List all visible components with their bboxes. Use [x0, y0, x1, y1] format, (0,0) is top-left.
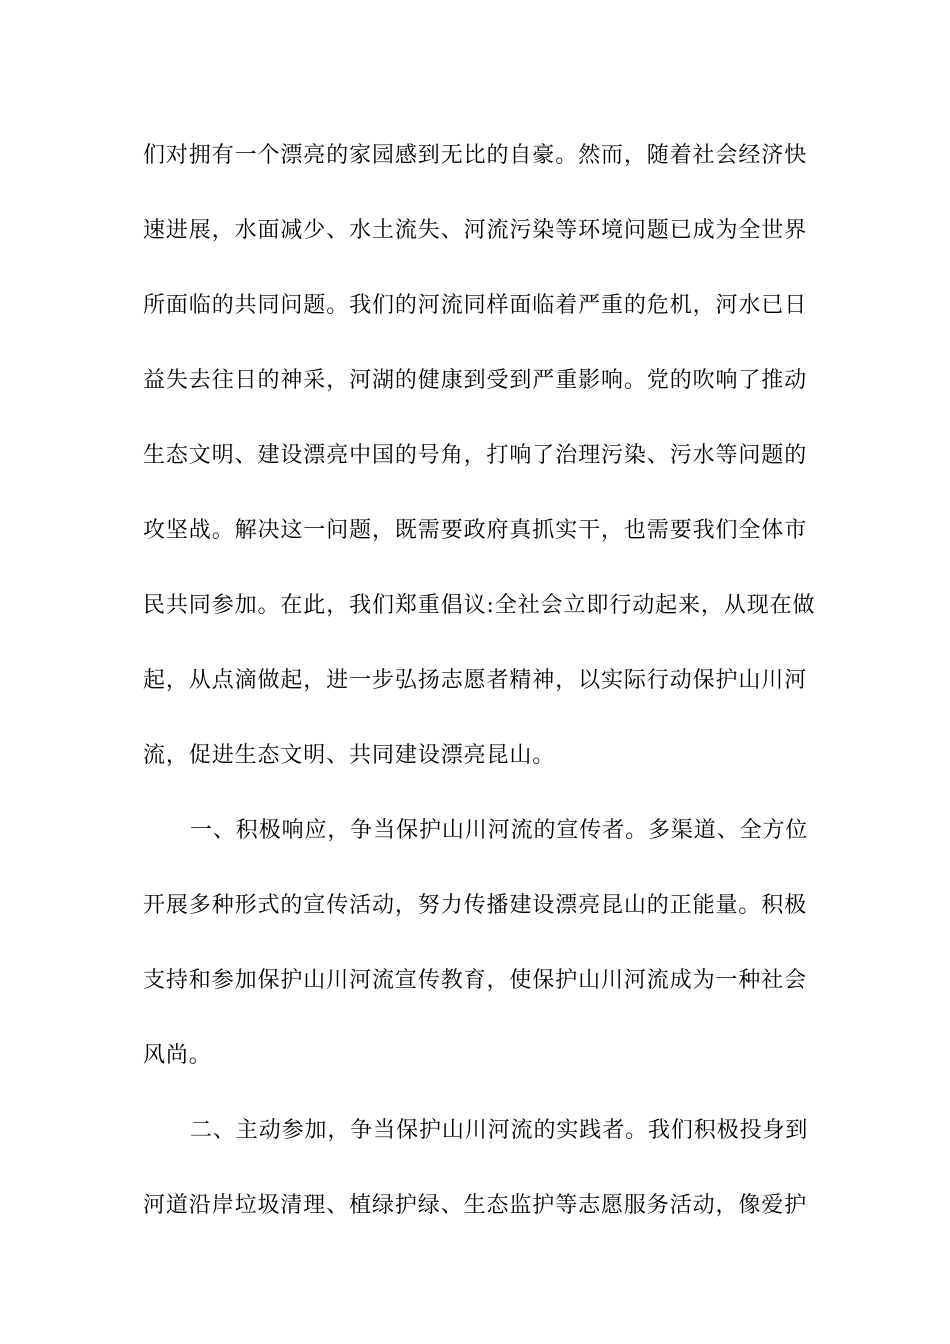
body-text-line: 流，促进生态文明、共同建设漂亮昆山。: [143, 743, 556, 768]
paragraph-one-first-line: 一、积极响应，争当保护山川河流的宣传者。多渠道、全方位: [190, 818, 809, 843]
body-text-line: 民共同参加。在此，我们郑重倡议:全社会立即行动起来，从现在做: [143, 593, 816, 618]
body-text-line: 攻坚战。解决这一问题，既需要政府真抓实干，也需要我们全体市: [143, 518, 808, 543]
body-text-line: 们对拥有一个漂亮的家园感到无比的自豪。然而，随着社会经济快: [143, 143, 808, 168]
body-text-line: 起，从点滴做起，进一步弘扬志愿者精神，以实际行动保护山川河: [143, 668, 808, 693]
body-text-line: 益失去往日的神采，河湖的健康到受到严重影响。党的吹响了推动: [143, 368, 808, 393]
body-text-line: 风尚。: [143, 1043, 212, 1068]
body-text-line: 所面临的共同问题。我们的河流同样面临着严重的危机，河水已日: [143, 293, 808, 318]
body-text-line: 河道沿岸垃圾清理、植绿护绿、生态监护等志愿服务活动，像爱护: [143, 1193, 808, 1218]
body-text-line: 开展多种形式的宣传活动，努力传播建设漂亮昆山的正能量。积极: [143, 893, 808, 918]
body-text-line: 速进展，水面减少、水土流失、河流污染等环境问题已成为全世界: [143, 218, 808, 243]
paragraph-two-first-line: 二、主动参加，争当保护山川河流的实践者。我们积极投身到: [190, 1118, 809, 1143]
body-text-line: 生态文明、建设漂亮中国的号角，打响了治理污染、污水等问题的: [143, 443, 808, 468]
body-text-line: 支持和参加保护山川河流宣传教育，使保护山川河流成为一种社会: [143, 968, 808, 993]
